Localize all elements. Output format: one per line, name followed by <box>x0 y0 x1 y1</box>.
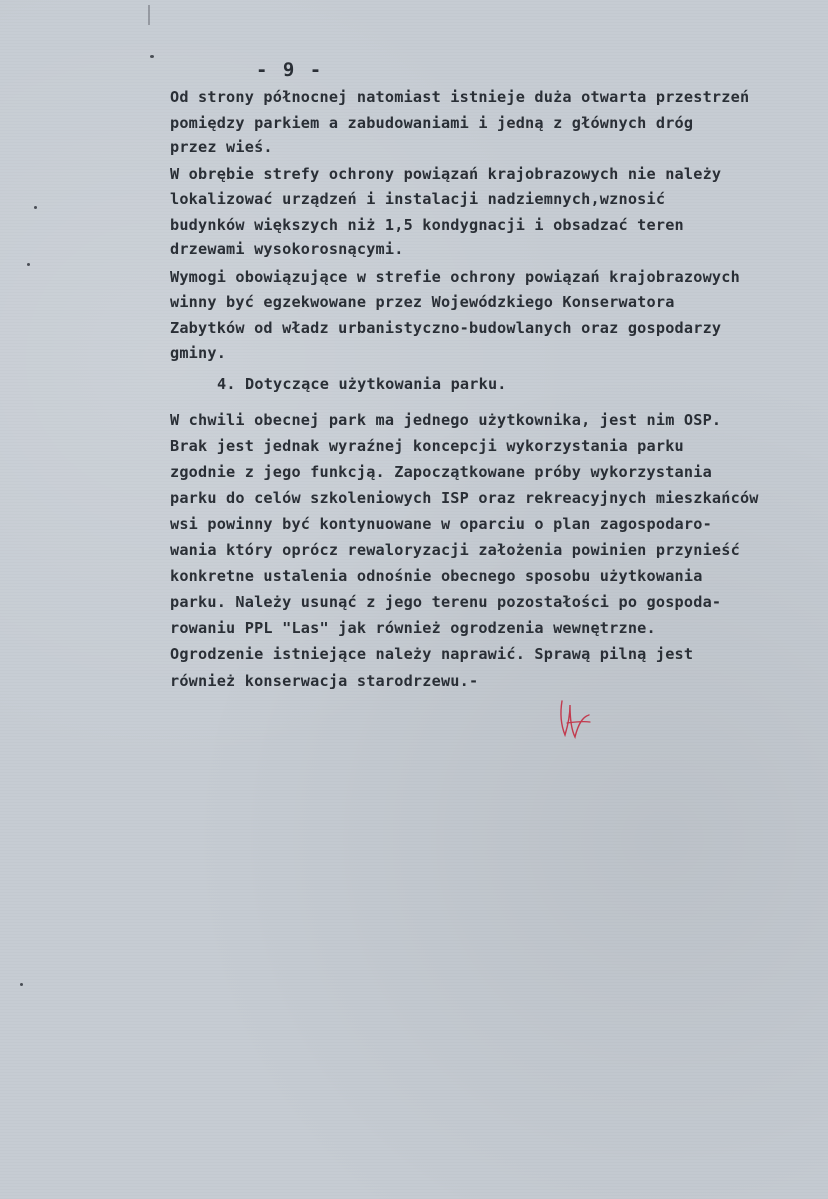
margin-dot <box>150 55 154 58</box>
text-line: Ogrodzenie istniejące należy naprawić. Sprawą pilną jest <box>170 645 694 663</box>
text-line: zgodnie z jego funkcją. Zapoczątkowane próby wykorzystania <box>170 463 712 481</box>
text-line: Brak jest jednak wyraźnej koncepcji wykorzystania parku <box>170 437 684 455</box>
margin-dot <box>34 206 37 209</box>
text-line: parku do celów szkoleniowych ISP oraz rekreacyjnych mieszkańców <box>170 489 759 507</box>
text-line: W obrębie strefy ochrony powiązań krajobrazowych nie należy <box>170 165 722 183</box>
text-line: pomiędzy parkiem a zabudowaniami i jedną z głównych dróg <box>170 114 694 132</box>
text-line: również konserwacja starodrzewu.- <box>170 672 479 690</box>
section-heading: 4. Dotyczące użytkowania parku. <box>217 375 507 393</box>
text-line: drzewami wysokorosnącymi. <box>170 240 404 258</box>
text-line: rowaniu PPL "Las" jak również ogrodzenia wewnętrzne. <box>170 619 656 637</box>
text-line: W chwili obecnej park ma jednego użytkownika, jest nim OSP. <box>170 411 722 429</box>
text-line: gminy. <box>170 344 227 362</box>
text-line: wania który oprócz rewaloryzacji założenia powinien przynieść <box>170 541 740 559</box>
paper-mark <box>148 5 150 25</box>
text-line: przez wieś. <box>170 138 273 156</box>
text-line: winny być egzekwowane przez Wojewódzkiego Konserwatora <box>170 293 675 311</box>
text-line: Wymogi obowiązujące w strefie ochrony powiązań krajobrazowych <box>170 268 740 286</box>
text-line: Od strony północnej natomiast istnieje duża otwarta przestrzeń <box>170 88 750 106</box>
handwritten-signature <box>556 695 596 745</box>
text-line: Zabytków od władz urbanistyczno-budowlanych oraz gospodarzy <box>170 319 722 337</box>
margin-dot <box>20 983 23 986</box>
text-line: wsi powinny być kontynuowane w oparciu o plan zagospodaro- <box>170 515 712 533</box>
page-number: - 9 - <box>256 59 324 81</box>
text-line: parku. Należy usunąć z jego terenu pozostałości po gospoda- <box>170 593 722 611</box>
text-line: konkretne ustalenia odnośnie obecnego sposobu użytkowania <box>170 567 703 585</box>
text-line: lokalizować urządzeń i instalacji nadziemnych,wznosić <box>170 190 666 208</box>
margin-dot <box>27 263 30 266</box>
text-line: budynków większych niż 1,5 kondygnacji i obsadzać teren <box>170 216 684 234</box>
